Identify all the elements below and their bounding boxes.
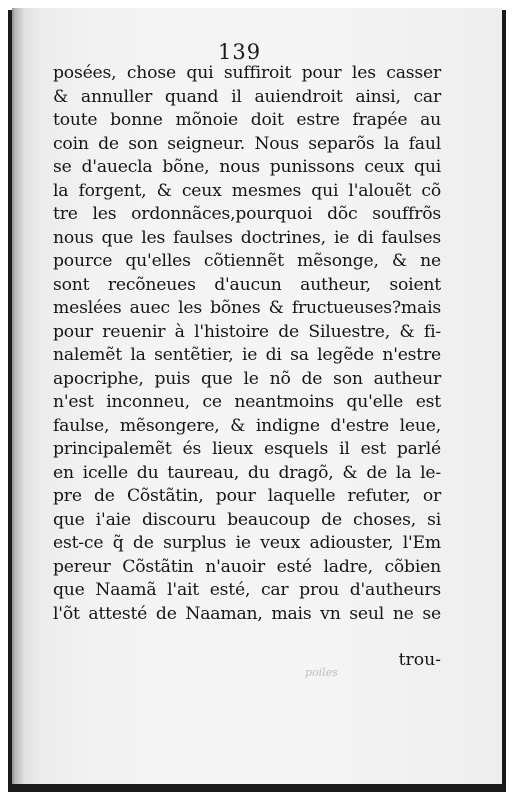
text-line: la forgent, & ceux mesmes qui l'alouẽt cõ [53,180,441,201]
text-line: que Naamã l'ait esté, car prou d'autheurs [53,580,441,600]
text-line: & annuller quand il auiendroit ainsi, car [53,86,441,107]
text-line: faulse, mẽsongere, & indigne d'estre leue, [53,415,441,436]
text-line: apocriphe, puis que le nõ de son autheur [53,368,441,389]
text-line: que i'aie discouru beaucoup de choses, si [53,509,441,530]
text-line: est-ce q̃ de surplus ie veux adiouster, l'Em [53,533,441,553]
text-line: coin de son seigneur. Nous separõs la faul [53,133,441,154]
text-line: toute bonne mõnoie doit estre frapée au [53,110,441,130]
text-line: tre les ordonnãces,pourquoi dõc souffrõs [53,204,441,224]
text-line: meslées auec les bõnes & fructueuses?mais [53,298,441,318]
text-line: pource qu'elles cõtiennẽt mẽsonge, & ne [53,251,441,271]
text-line: nalemẽt la sentẽtier, ie di sa legẽde n'estre [53,345,441,365]
show-through-text: poiles [305,666,338,679]
catchword-row [53,650,441,670]
text-line: pereur Cõstãtin n'auoir esté ladre, cõbien [53,556,441,577]
text-line: nous que les faulses doctrines, ie di faulses [53,227,441,248]
text-line: en icelle du taureau, du dragõ, & de la le- [53,462,441,483]
text-line: pre de Cõstãtin, pour laquelle refuter, or [53,486,441,506]
text-line: principalemẽt és lieux esquels il est parlé [53,439,441,459]
page-number: 139 [218,40,262,64]
text-line: pour reuenir à l'histoire de Siluestre, & fi- [53,321,441,342]
catchword: trou- [398,650,441,670]
text-line: se d'auecla bõne, nous punissons ceux qui [53,157,441,177]
text-line: n'est inconneu, ce neantmoins qu'elle est [53,392,441,412]
text-line: l'õt attesté de Naaman, mais vn seul ne se [53,603,441,624]
body-text [53,62,441,626]
text-line: sont recõneues d'aucun autheur, soient [53,274,441,295]
page-gutter-shadow [14,8,24,784]
text-line: posées, chose qui suffiroit pour les casser [53,63,441,83]
